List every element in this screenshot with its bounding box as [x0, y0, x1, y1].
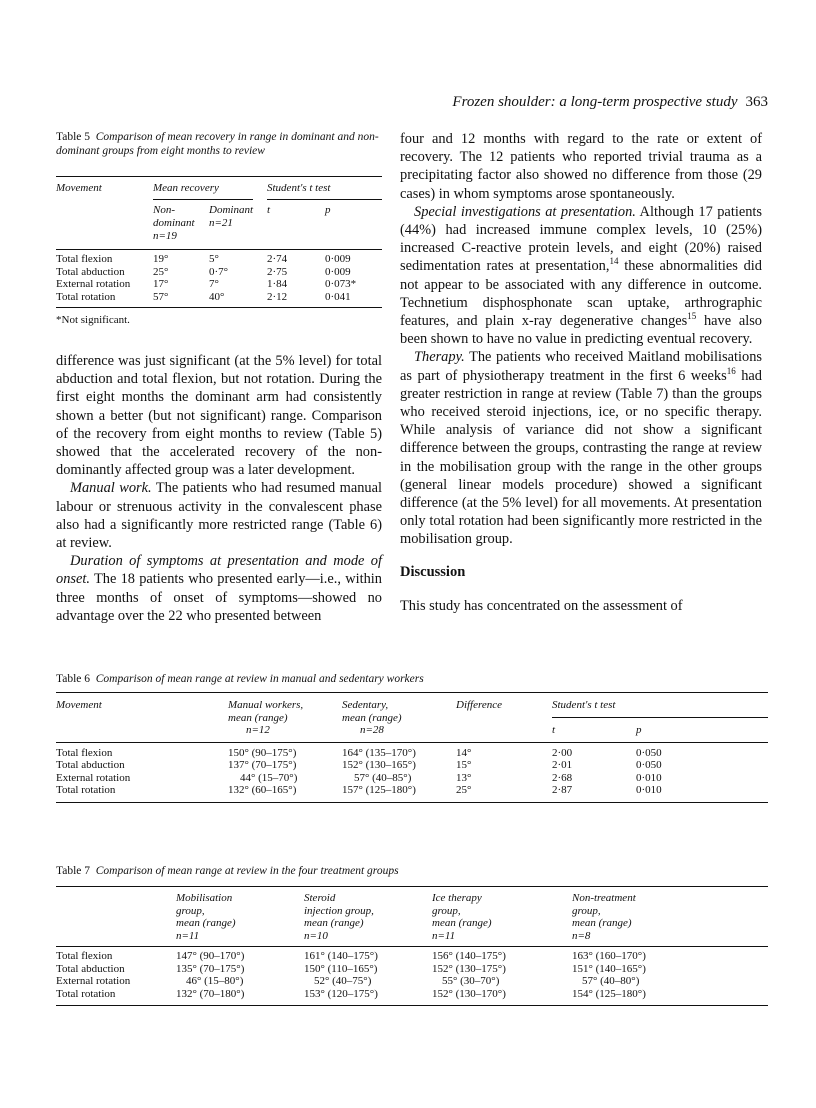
table-row [56, 963, 768, 976]
table5-caption-text: Comparison of mean recovery in range in dominant and non-dominant groups from eight months to review [56, 131, 379, 157]
reference-16: 16 [726, 365, 736, 376]
right-paragraph-2 [400, 203, 762, 349]
ice-line4: n=11 [432, 929, 456, 942]
table-row [56, 291, 382, 304]
running-head [452, 94, 768, 111]
ster-line2: injection group, [304, 904, 374, 917]
table5-cell: 1·84 [267, 278, 288, 290]
table6-top-rule [56, 692, 768, 693]
table5-cell: External rotation [56, 278, 131, 290]
ice-line1: Ice therapy [432, 892, 482, 904]
reference-15: 15 [687, 311, 697, 322]
left-paragraph-1: difference was just significant (at the 5% level) for total abduction and total flexion, but not rotation. During the first eight months the dominant arm had consistently shown a better (but not significant) range. Comparison of the recovery from eight months to review (Table 5) showed that the accelerated recovery of the non-dominantly affected group was a later development. [56, 353, 382, 479]
table5-cell: 2·12 [267, 290, 288, 303]
table5-cell: 5° [209, 253, 219, 265]
dom-line2: n=21 [209, 217, 233, 229]
table7 [56, 886, 768, 1006]
table7-cell: 55° (30–70°) [442, 975, 500, 987]
table-row [56, 988, 768, 1001]
ster-line3: mean (range) [304, 917, 364, 929]
table7-cell: 135° (70–175°) [176, 962, 245, 975]
table5-cell: 0·009 [325, 265, 351, 278]
therapy-text-a: The patients who received Maitland mobilisations as part of physiotherapy treatment in the first 6 weeks [400, 349, 762, 384]
table7-cell: 46° (15–80°) [186, 975, 244, 987]
table7-bottom-rule [56, 1005, 768, 1006]
table6-cell: 137° (70–175°) [228, 759, 297, 771]
discussion-paragraph: This study has concentrated on the assessment of [400, 597, 683, 614]
reference-14: 14 [609, 256, 619, 267]
discussion-heading: Discussion [400, 563, 466, 580]
right-paragraph-3 [400, 348, 762, 548]
table7-caption-text: Comparison of mean range at review in the four treatment groups [95, 865, 399, 877]
table6-header-sedentary [342, 699, 456, 737]
table7-cell: 151° (140–165°) [572, 962, 646, 975]
manual-line2: mean (range) [228, 711, 288, 724]
table6-cell: 13° [456, 771, 472, 784]
table6-grid [56, 699, 768, 803]
table6-cell: 15° [456, 759, 472, 771]
ster-line1: Steroid [304, 892, 336, 904]
table7-cell: 147° (90–170°) [176, 950, 245, 962]
special-text-b: these abnormalities did not appear to be associated with any difference in outcome. Technetium disphosphonate scan uptake, arthrographic features, and plain x-ray degenerative changes [400, 258, 762, 330]
table6-header-movement: Movement [56, 699, 102, 711]
table5-caption [56, 130, 382, 158]
table-row [56, 784, 768, 797]
nondom-line3: n=19 [153, 230, 177, 242]
table5-cell: 7° [209, 278, 219, 290]
nondom-line2: dominant [153, 217, 195, 229]
table5-grid [56, 182, 382, 308]
duration-text: The 18 patients who presented early—i.e., within three months of onset of symptoms—showed no advantage over the 22 who presented between [56, 571, 382, 624]
table7-header-steroid [304, 892, 432, 942]
table-row [56, 947, 768, 963]
left-paragraph-2 [56, 479, 382, 552]
table5-header-movement: Movement [56, 182, 102, 194]
table5-cell: 0·041 [325, 290, 351, 303]
table-row [56, 975, 768, 988]
table6-cell: 152° (130–165°) [342, 759, 416, 771]
table5-cell: Total rotation [56, 290, 116, 303]
mob-line2: group, [176, 904, 205, 917]
table5-cell: 25° [153, 265, 169, 278]
table7-caption [56, 864, 768, 878]
non-line3: mean (range) [572, 917, 632, 929]
therapy-text-b: had greater restriction in range at review (Table 7) than the groups who received steroid injections, ice, or no specific therapy. While analysis of variance did not show a significant difference between the groups, contrasting the range at review in the mobilisation group with the range in the other groups (general linear models procedure) showed a significant difference (at the 5% level) for all movements. At presentation only total rotation had been significantly more restricted in the mobilisation group. [400, 367, 762, 548]
table6-cell: 44° (15–70°) [240, 771, 298, 784]
table6-cell: 0·050 [636, 746, 662, 759]
table6-cell: 57° (40–85°) [354, 771, 412, 784]
right-column [400, 130, 762, 615]
table5-cell: Total abduction [56, 265, 125, 278]
table7-cell: 153° (120–175°) [304, 987, 378, 1000]
sedentary-line2: mean (range) [342, 711, 402, 724]
mob-line3: mean (range) [176, 917, 236, 929]
table5-top-rule [56, 176, 382, 177]
left-column [56, 352, 382, 625]
non-line2: group, [572, 904, 601, 917]
therapy-heading: Therapy. [414, 349, 465, 366]
table5-header-dominant [209, 200, 267, 243]
table6-cell: 164° (135–170°) [342, 746, 416, 759]
ice-line3: mean (range) [432, 917, 492, 929]
table5-cell: 19° [153, 253, 169, 265]
dom-line1: Dominant [209, 204, 253, 216]
table6-cell: 0·010 [636, 771, 662, 784]
table7-label: Table 7 [56, 865, 91, 877]
table6-caption [56, 672, 768, 686]
table6-cell: Total flexion [56, 746, 113, 759]
table5-footnote: *Not significant. [56, 314, 130, 326]
table-row [56, 278, 382, 291]
table6-cell: Total abduction [56, 759, 125, 771]
table6-header-manual [228, 699, 342, 737]
table6-header-t: t [552, 723, 556, 736]
manual-work-text: The patients who had resumed manual labour or strenuous activity in the convalescent phase also had a significantly more restricted range (Table 6) at review. [56, 480, 382, 552]
table-row [56, 759, 768, 772]
table5 [56, 176, 382, 326]
table-row [56, 772, 768, 785]
table7-cell: 161° (140–175°) [304, 950, 378, 962]
table6-cell: 2·68 [552, 771, 573, 784]
table6-cell: 2·00 [552, 746, 573, 759]
table7-cell: Total rotation [56, 987, 116, 1000]
table6-cell: 132° (60–165°) [228, 784, 297, 796]
mob-line1: Mobilisation [176, 892, 233, 904]
ster-line4: n=10 [304, 929, 328, 942]
manual-line3: n=12 [246, 724, 270, 736]
manual-line1: Manual workers, [228, 699, 304, 711]
table6-cell: 0·050 [636, 759, 662, 771]
table5-header-mean-recovery: Mean recovery [153, 182, 219, 194]
manual-work-heading: Manual work. [70, 480, 152, 497]
table5-cell: 0·009 [325, 253, 351, 265]
table5-cell: 40° [209, 290, 225, 303]
nondom-line1: Non- [153, 204, 175, 216]
table5-cell: 17° [153, 278, 169, 290]
table7-header-nontreatment [572, 892, 768, 942]
table5-cell: 0·7° [209, 265, 229, 278]
table6-cell: External rotation [56, 771, 131, 784]
table5-header-p: p [325, 204, 331, 216]
table7-cell: 156° (140–175°) [432, 950, 506, 962]
table6-header-difference: Difference [456, 699, 503, 711]
table6-cell: 2·87 [552, 784, 573, 796]
ice-line2: group, [432, 904, 461, 917]
left-paragraph-3 [56, 552, 382, 625]
right-paragraph-1: four and 12 months with regard to the rate or extent of recovery. The 12 patients who reported trivial trauma as a precipitating factor also showed no difference from those (29 cases) in whom symptoms arose spontaneously. [400, 131, 762, 202]
running-head-title: Frozen shoulder: a long-term prospective study [452, 94, 738, 110]
table7-cell: 152° (130–175°) [432, 962, 506, 975]
table7-cell: 132° (70–180°) [176, 987, 245, 1000]
table6-caption-text: Comparison of mean range at review in manual and sedentary workers [95, 673, 424, 685]
table7-cell: 152° (130–170°) [432, 987, 506, 1000]
special-investigations-heading: Special investigations at presentation. [414, 203, 636, 220]
table6-cell: 0·010 [636, 784, 662, 796]
sedentary-line3: n=28 [360, 724, 384, 736]
table5-label: Table 5 [56, 131, 91, 143]
table5-cell: 2·74 [267, 253, 288, 265]
table6-cell: 14° [456, 746, 472, 759]
special-text-a: Although 17 patients (44%) had increased immune complex levels, 10 (25%) increased C-reactive protein levels, and eight (20%) raised sedimentation rates at presentation, [400, 203, 762, 275]
table7-cell: 57° (40–80°) [582, 975, 640, 987]
table5-cell: Total flexion [56, 253, 113, 265]
table7-cell: 150° (110–165°) [304, 962, 378, 975]
non-line1: Non-treatment [572, 892, 636, 904]
table5-header-ttest: Student's t test [267, 182, 331, 194]
mob-line4: n=11 [176, 929, 200, 942]
table7-cell: 154° (125–180°) [572, 987, 646, 1000]
table6-cell: 150° (90–175°) [228, 746, 297, 759]
page-number: 363 [745, 94, 768, 110]
table5-bottom-rule [56, 307, 382, 308]
table7-header-mobilisation [176, 892, 304, 942]
table5-cell: 57° [153, 290, 169, 303]
table5-header-t: t [267, 204, 271, 216]
table6-cell: Total rotation [56, 784, 116, 796]
table6-cell: 157° (125–180°) [342, 784, 416, 796]
table7-cell: 52° (40–75°) [314, 975, 372, 987]
table5-header-nondominant [153, 200, 209, 243]
table5-cell: 0·073* [325, 278, 357, 290]
table7-top-rule [56, 886, 768, 887]
sedentary-line1: Sedentary, [342, 699, 389, 711]
duration-heading: Duration of symptoms at presentation and mode of onset. [56, 553, 382, 588]
table6-cell: 2·01 [552, 759, 573, 771]
table-row [56, 743, 768, 760]
table6-header-ttest: Student's t test [552, 699, 616, 711]
table6-cell: 25° [456, 784, 472, 796]
table7-cell: Total abduction [56, 962, 125, 975]
table5-cell: 2·75 [267, 265, 288, 278]
table7-cell: 163° (160–170°) [572, 950, 646, 962]
table7-header-ice [432, 892, 572, 942]
table-row [56, 266, 382, 279]
table-row [56, 250, 382, 266]
table6-label: Table 6 [56, 673, 91, 685]
table7-cell: External rotation [56, 975, 131, 987]
table7-cell: Total flexion [56, 950, 113, 962]
table6 [56, 692, 768, 803]
table6-bottom-rule [56, 802, 768, 803]
table7-grid [56, 892, 768, 1006]
special-text-c: have also been shown to have no value in predicting eventual recovery. [400, 313, 762, 348]
non-line4: n=8 [572, 929, 591, 942]
table6-header-p: p [636, 723, 642, 736]
